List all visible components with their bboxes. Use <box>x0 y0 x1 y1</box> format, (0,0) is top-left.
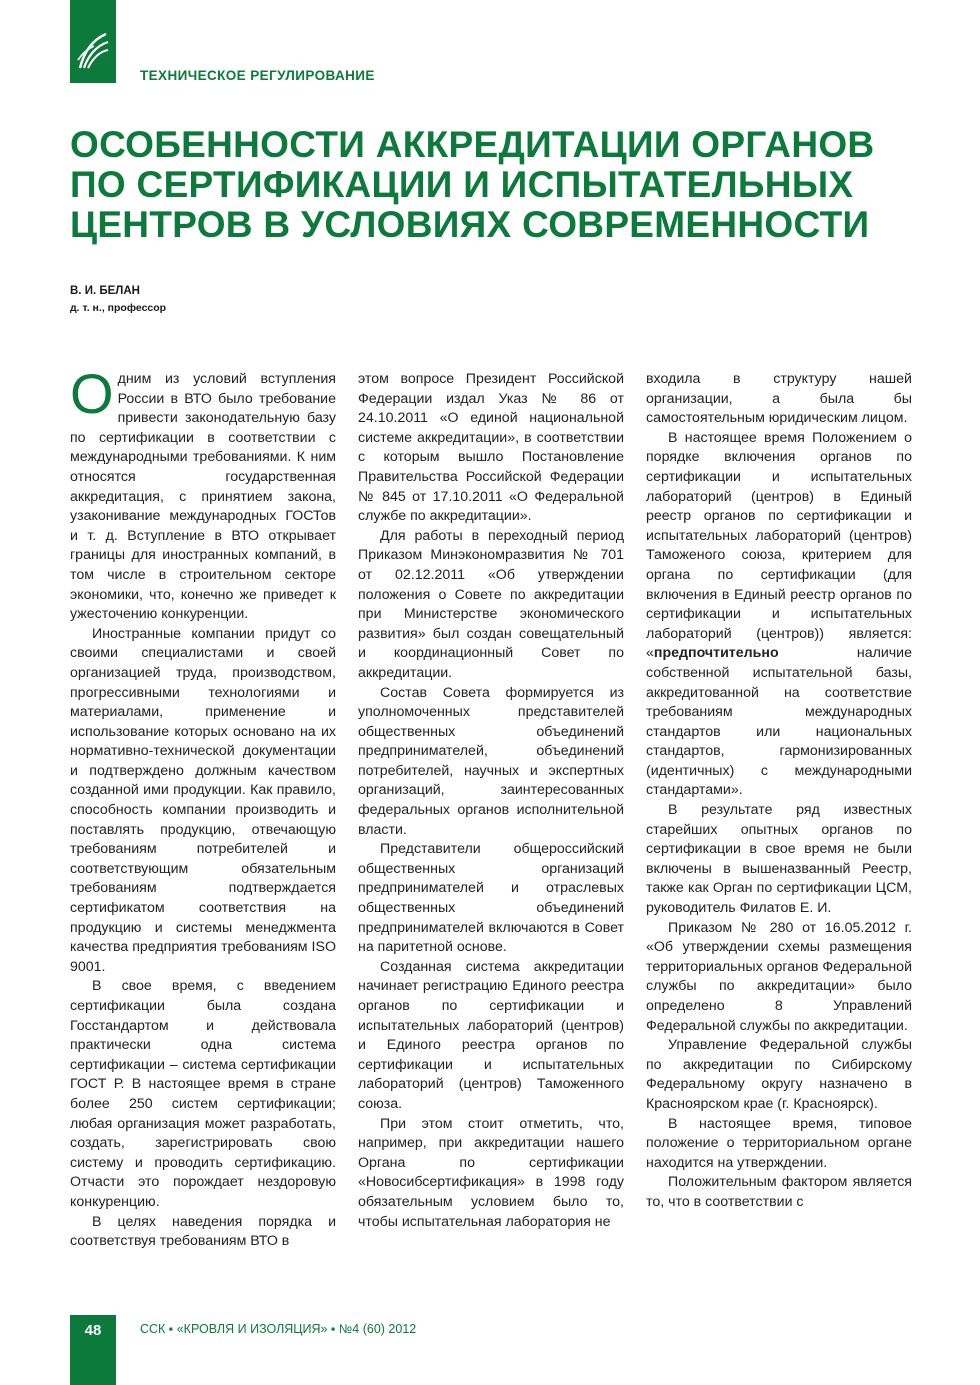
paragraph: Представители общероссийский общественных организаций предпринимателей и отраслевых общественных объединений предпринимателей включаются в Совет на паритетной основе. <box>358 841 624 956</box>
paragraph: В результате ряд известных старейших опытных органов по сертификации в свое время не были включены в вышеназванный Реестр, также как Орган по сертификации ЦСМ, руководитель Филатов Е. И. <box>646 802 912 917</box>
wheat-logo-icon <box>76 30 110 70</box>
title-line-2: ПО СЕРТИФИКАЦИИ И ИСПЫТАТЕЛЬНЫХ <box>70 164 854 205</box>
paragraph: Иностранные компании придут со своими специалистами и своей организацией труда, производством, прогрессивными технологиями и материалами, применение и использование которых основано на их нормативно-технической документации и подтверждено должным качеством созданной ими продукции. Как правило, способность компании производить и поставлять продукцию, отвечающую требованиям потребителей и соответствующим обязательным требованиям подтверждается сертификатом соответствия на продукцию и системы менеджмента качества предприятия требованиям ISO 9001. <box>70 625 336 975</box>
article-title <box>70 125 930 245</box>
paragraph-text: наличие собственной испытательной базы, аккредитованной на соответствие требованиям международных стандартов или национальных стандартов, гармонизированных (идентичных) с международными стандартами». <box>646 645 912 799</box>
paragraph: Созданная система аккредитации начинает регистрацию Единого реестра органов по сертификации и испытательных лабораторий (центров) и Единого реестра органов по сертификации и испытательных лабораторий (центров) Таможенного союза. <box>358 958 624 1112</box>
paragraph: В целях наведения порядка и соответствуя требованиям ВТО в <box>70 1213 336 1250</box>
text-column-1 <box>70 362 336 1252</box>
paragraph: Для работы в переходный период Приказом Минэкономразвития № 701 от 02.12.2011 «Об утверждении положения о Совете по аккредитации при Министерстве экономического развития» был создан совещательный и координационный Совет по аккредитации. <box>358 527 624 681</box>
author-degree: д. т. н., профессор <box>70 302 167 314</box>
paragraph <box>646 429 912 801</box>
author-name: В. И. БЕЛАН <box>70 285 140 297</box>
header-color-bar <box>70 0 116 83</box>
paragraph: Управление Федеральной службы по аккредитации по Сибирскому Федеральному округу назначено в Красноярском крае (г. Красноярск). <box>646 1037 912 1112</box>
paragraph: В настоящее время, типовое положение о территориальном органе находится на утверждении. <box>646 1115 912 1171</box>
text-column-2 <box>358 370 624 1232</box>
drop-cap: О <box>70 362 114 425</box>
paragraph: Положительным фактором является то, что в соответствии с <box>646 1174 912 1210</box>
paragraph: При этом стоит отметить, что, например, при аккредитации нашего Органа по сертификации «Новосибсертификация» в 1998 году обязательным условием было то, чтобы испытательная лаборатория не <box>358 1115 624 1230</box>
paragraph: входила в структуру нашей организации, а была бы самостоятельным юридическим лицом. <box>646 371 912 427</box>
journal-footer: ССК ▪ «КРОВЛЯ И ИЗОЛЯЦИЯ» ▪ №4 (60) 2012 <box>140 1322 417 1336</box>
section-label: ТЕХНИЧЕСКОЕ РЕГУЛИРОВАНИЕ <box>140 68 375 83</box>
title-line-3: ЦЕНТРОВ В УСЛОВИЯХ СОВРЕМЕННОСТИ <box>70 204 870 245</box>
paragraph <box>70 362 336 625</box>
page-number: 48 <box>84 1322 102 1339</box>
paragraph: этом вопросе Президент Российской Федерации издал Указ № 86 от 24.10.2011 «О единой национальной системе аккредитации», в соответствии с которым вышло Постановление Правительства Российской Федерации № 845 от 17.10.2011 «О Федеральной службе по аккредитации». <box>358 371 624 525</box>
title-line-1: ОСОБЕННОСТИ АККРЕДИТАЦИИ ОРГАНОВ <box>70 124 875 165</box>
paragraph: В свое время, с введением сертификации была создана Госстандартом и действовала практически одна система сертификации – система сертификации ГОСТ Р. В настоящее время в стране более 250 систем сертификации; любая организация может разработать, создать, зарегистрировать свою систему и проводить сертификацию. Отчасти это порождает нездоровую конкуренцию. <box>70 978 336 1210</box>
emphasis-text: предпочтительно <box>653 645 779 662</box>
paragraph: Приказом № 280 от 16.05.2012 г. «Об утверждении схемы размещения территориальных органов Федеральной службы по аккредитации» было определено 8 Управлений Федеральной службы по аккредитации. <box>646 919 912 1034</box>
paragraph-text: В настоящее время Положением о порядке включения органов по сертификации и испытательных лабораторий (центров) в Единый реестр органов по сертификации и испытательных лабораторий (центров) Таможеного союза, критерием для органа по сертификации (для включения в Единый реестр органов по сертификации и испытательных лабораторий (центров)) является: « <box>646 429 912 662</box>
text-column-3 <box>646 370 912 1213</box>
paragraph-text: дним из условий вступления России в ВТО было требование привести законодательную базу по сертификации в соответствии с международными требованиями. К ним относятся государственная аккредитация, с принятием закона, узаконивание международных ГОСТов и т. д. Вступление в ВТО открывает границы для иностранных компаний, в том числе в строительном секторе экономики, что, конечно же приведет к ужесточению конкуренции. <box>70 371 336 623</box>
paragraph: Состав Совета формируется из уполномоченных представителей общественных объединений предпринимателей, объединений потребителей, научных и экспертных организаций, заинтересованных федеральных органов исполнительной власти. <box>358 684 624 838</box>
